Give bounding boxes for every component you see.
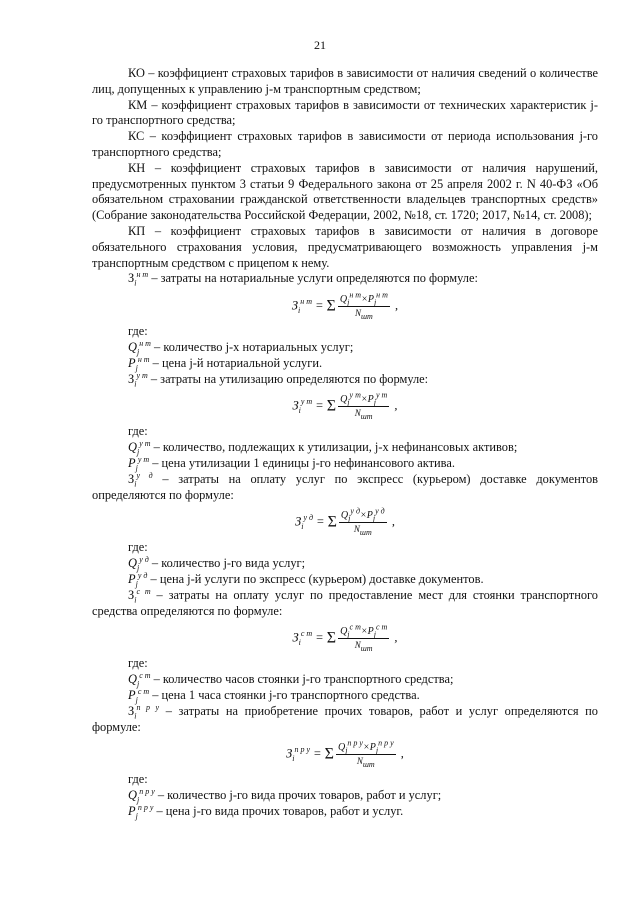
cost-parking-formula: $З_i^{с т} = \Sigma$ $\frac{Q_j^{с т}\times P_j^{с т}}{N_{шт}}$ , <box>292 622 398 654</box>
where-label: где: <box>128 772 148 787</box>
where-label: где: <box>128 324 148 339</box>
cost-utilization-intro: $З_i^{у т}$ – затраты на утилизацию определяются по формуле: <box>128 370 429 389</box>
cost-symbol: $З_i^{п р у}$ <box>128 702 160 721</box>
cost-other-price-definition: $P_j^{п р у}$ – цена j-го вида прочих товаров, работ и услуг. <box>128 802 404 821</box>
where-label: где: <box>128 656 148 671</box>
formula-sections <box>92 271 598 819</box>
cost-utilization-formula: $З_i^{у т} = \Sigma$ $\frac{Q_j^{у т}\times P_j^{у т}}{N_{шт}}$ , <box>292 391 398 422</box>
cost-notary-price-definition: $P_j^{н т}$ – цена j-й нотариальной услуги. <box>128 354 323 373</box>
cost-other-intro: $З_i^{п р у}$ – затраты на приобретение прочих товаров, работ и услуг определяются по формуле: <box>92 702 598 734</box>
cost-other-formula: $З_i^{п р у} = \Sigma$ $\frac{Q_j^{п р у}\times P_j^{п р у}}{N_{шт}}$ , <box>286 738 404 770</box>
cost-parking-quantity-definition: $Q_j^{с т}$ – количество часов стоянки j-го транспортного средства; <box>128 670 454 689</box>
cost-courier-price-definition: $P_j^{у д}$ – цена j-й услуги по экспресс (курьером) доставке документов. <box>128 570 484 589</box>
coef-ko-paragraph: КО – коэффициент страховых тарифов в зависимости от наличия сведений о количестве лиц, допущенных к управлению j-м транспортным средством; <box>92 66 598 96</box>
coef-ks-paragraph: КС – коэффициент страховых тарифов в зависимости от периода использования j-го транспортного средства; <box>92 129 598 159</box>
cost-symbol: $З_i^{у д}$ <box>128 470 153 489</box>
page-number: 21 <box>314 38 326 52</box>
cost-symbol: $З_i^{с т}$ <box>128 586 151 605</box>
cost-utilization-quantity-definition: $Q_j^{у т}$ – количество, подлежащих к утилизации, j-х нефинансовых активов; <box>128 439 518 457</box>
where-label: где: <box>128 540 148 555</box>
cost-courier-intro: $З_i^{у д}$ – затраты на оплату услуг по экспресс (курьером) доставке документов определяются по формуле: <box>92 470 598 502</box>
coef-kn-paragraph: КН – коэффициент страховых тарифов в зависимости от наличия нарушений, предусмотренных пунктом 3 статьи 9 Федерального закона от 25 апреля 2002 г. N 40-ФЗ «Об обязательном страховании гражданской ответственности владельцев транспортных средств» (Собрание законодательства Российской Федерации, 2002, №18, ст. 1720; 2017, №14, ст. 2008); <box>92 160 598 223</box>
where-label: где: <box>128 424 148 439</box>
cost-notary-quantity-definition: $Q_j^{н т}$ – количество j-х нотариальных услуг; <box>128 338 354 357</box>
cost-parking-price-definition: $P_j^{с т}$ – цена 1 часа стоянки j-го транспортного средства. <box>128 686 420 705</box>
cost-notary-formula: $З_i^{н т} = \Sigma$ $\frac{Q_j^{н т}\times P_j^{н т}}{N_{шт}}$ , <box>291 290 399 321</box>
cost-notary-intro: $З_i^{н т}$ – затраты на нотариальные услуги определяются по формуле: <box>128 270 478 288</box>
cost-parking-intro: $З_i^{с т}$ – затраты на оплату услуг по предоставление мест для стоянки транспортного средства определяются по формуле: <box>92 586 598 618</box>
cost-utilization-price-definition: $P_j^{у т}$ – цена утилизации 1 единицы j-го нефинансового актива. <box>128 454 455 473</box>
cost-symbol: $З_i^{н т}$ <box>128 270 149 288</box>
cost-courier-formula: $З_i^{у д} = \Sigma$ $\frac{Q_j^{у д}\times P_j^{у д}}{N_{шт}}$ , <box>295 507 395 538</box>
cost-symbol: $З_i^{у т}$ <box>128 370 148 389</box>
coef-km-paragraph: КМ – коэффициент страховых тарифов в зависимости от технических характеристик j-го транспортного средства; <box>92 97 598 128</box>
cost-courier-quantity-definition: $Q_j^{у д}$ – количество j-го вида услуг; <box>128 555 306 573</box>
cost-other-quantity-definition: $Q_j^{п р у}$ – количество j-го вида прочих товаров, работ и услуг; <box>128 786 442 805</box>
document-body <box>92 66 598 820</box>
coef-kp-paragraph: КП – коэффициент страховых тарифов в зависимости от наличия в договоре обязательного страхования условия, предусматривающего возможность управления j-м транспортным средством с прицепом к нему. <box>92 223 598 270</box>
